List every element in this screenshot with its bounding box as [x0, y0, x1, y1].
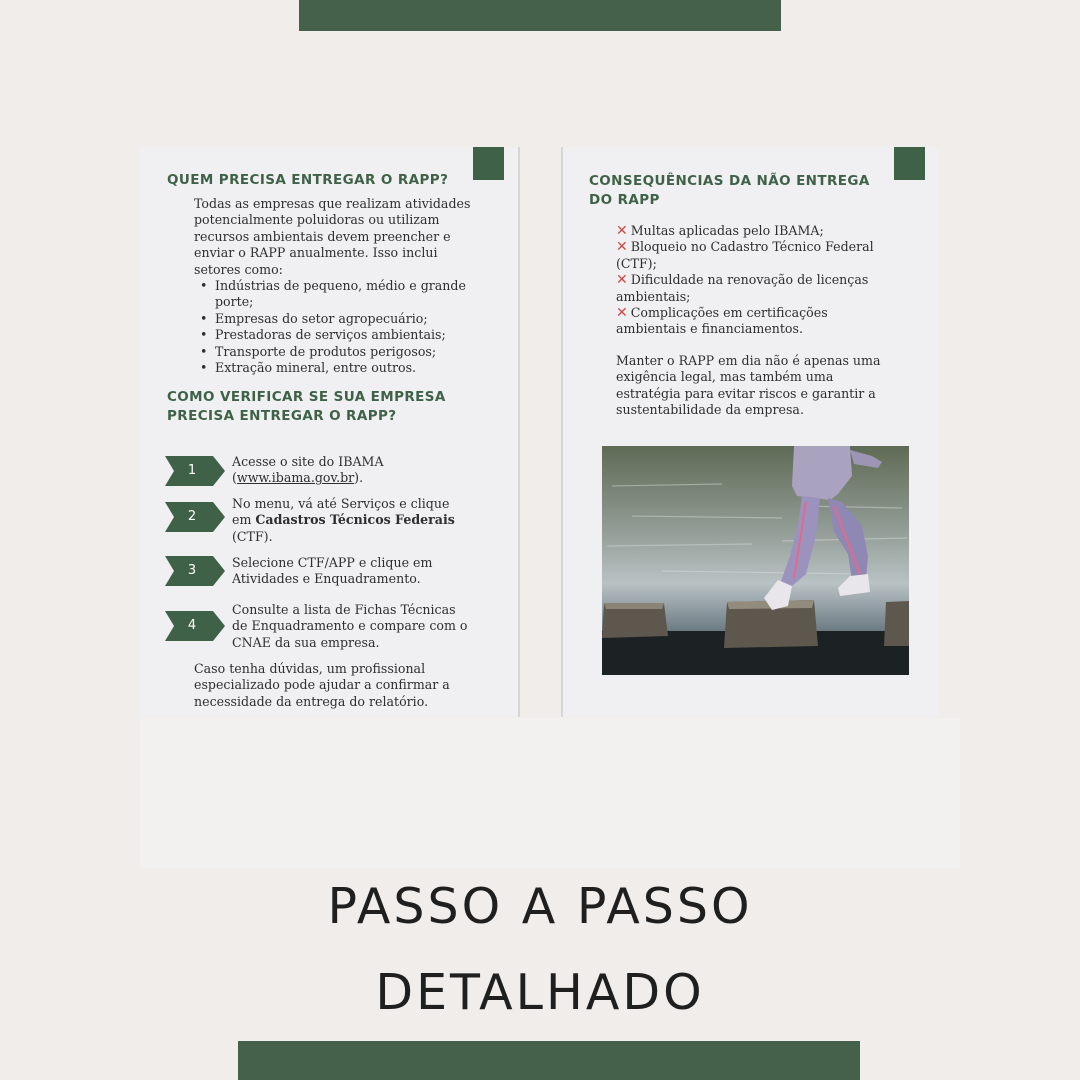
list-item: • Indústrias de pequeno, médio e grande porte;	[194, 278, 474, 311]
consequences-heading: CONSEQUÊNCIAS DA NÃO ENTREGA DO RAPP	[589, 173, 870, 208]
bottom-accent-bar	[238, 1041, 860, 1080]
left-page	[140, 147, 520, 717]
consequence-text: Complicações em certificações ambientais e financiamentos.	[616, 305, 828, 337]
list-item	[616, 272, 896, 305]
who-must-submit-intro: Todas as empresas que realizam atividades potencialmente poluidoras ou utilizam recursos ambientais devem preencher e enviar o RAPP anualmente. Isso inclui setores como:	[194, 196, 471, 277]
x-mark-icon: ✕	[616, 305, 628, 322]
step-number: 1	[187, 463, 197, 478]
step-text-part: No menu, vá até Serviços e clique em	[232, 496, 450, 528]
list-item	[616, 305, 896, 338]
list-item: • Extração mineral, entre outros.	[194, 360, 474, 376]
consequence-text: Bloqueio no Cadastro Técnico Federal (CTF);	[616, 239, 874, 271]
person-crossing-stones-image	[602, 446, 909, 675]
main-title-line2: DETALHADO	[375, 964, 705, 1021]
page-corner-mark	[473, 147, 504, 180]
list-item: • Transporte de produtos perigosos;	[194, 344, 474, 360]
list-item: • Prestadoras de serviços ambientais;	[194, 327, 474, 343]
step-badge-2	[165, 502, 225, 532]
top-accent-bar	[299, 0, 781, 31]
step-badge-4	[165, 611, 225, 641]
consequence-text: Dificuldade na renovação de licenças ambientais;	[616, 272, 869, 304]
document-backdrop	[140, 718, 960, 868]
step-number: 3	[187, 563, 197, 578]
list-item: • Empresas do setor agropecuário;	[194, 311, 474, 327]
list-item	[616, 239, 896, 272]
stepping-stones-photo	[602, 446, 909, 675]
list-item	[616, 223, 896, 239]
closing-note: Caso tenha dúvidas, um profissional especializado pode ajudar a confirmar a necessidade da entrega do relatório.	[194, 661, 450, 709]
step-badge-3	[165, 556, 225, 586]
how-to-verify-heading: COMO VERIFICAR SE SUA EMPRESA PRECISA ENTREGAR O RAPP?	[167, 389, 446, 424]
x-mark-icon: ✕	[616, 272, 628, 289]
step-text-1	[232, 454, 472, 487]
x-mark-icon: ✕	[616, 223, 628, 239]
step-text-3: Selecione CTF/APP e clique em Atividades e Enquadramento.	[232, 555, 433, 587]
step-text-2	[232, 496, 472, 545]
step-text-part: (CTF).	[232, 528, 273, 544]
step-text-bold: Cadastros Técnicos Federais	[255, 512, 455, 528]
consequences-list	[616, 223, 896, 338]
main-title-line1: PASSO A PASSO	[327, 878, 753, 935]
sector-list	[194, 278, 474, 376]
step-number: 2	[187, 509, 197, 524]
page-corner-mark	[894, 147, 925, 180]
step-text-part: Acesse o site do IBAMA (	[232, 454, 384, 486]
consequence-text: Multas aplicadas pelo IBAMA;	[630, 223, 824, 238]
who-must-submit-heading: QUEM PRECISA ENTREGAR O RAPP?	[167, 172, 449, 188]
x-mark-icon: ✕	[616, 239, 628, 256]
step-text-4: Consulte a lista de Fichas Técnicas de Enquadramento e compare com o CNAE da sua empresa.	[232, 602, 468, 650]
step-text-part: ).	[354, 470, 364, 486]
right-page	[561, 147, 939, 717]
step-number: 4	[187, 618, 197, 633]
summary-paragraph: Manter o RAPP em dia não é apenas uma exigência legal, mas também uma estratégia para evitar riscos e garantir a sustentabilidade da empresa.	[616, 353, 881, 418]
step-badge-1	[165, 456, 225, 486]
ibama-website-link[interactable]: www.ibama.gov.br	[236, 470, 355, 486]
